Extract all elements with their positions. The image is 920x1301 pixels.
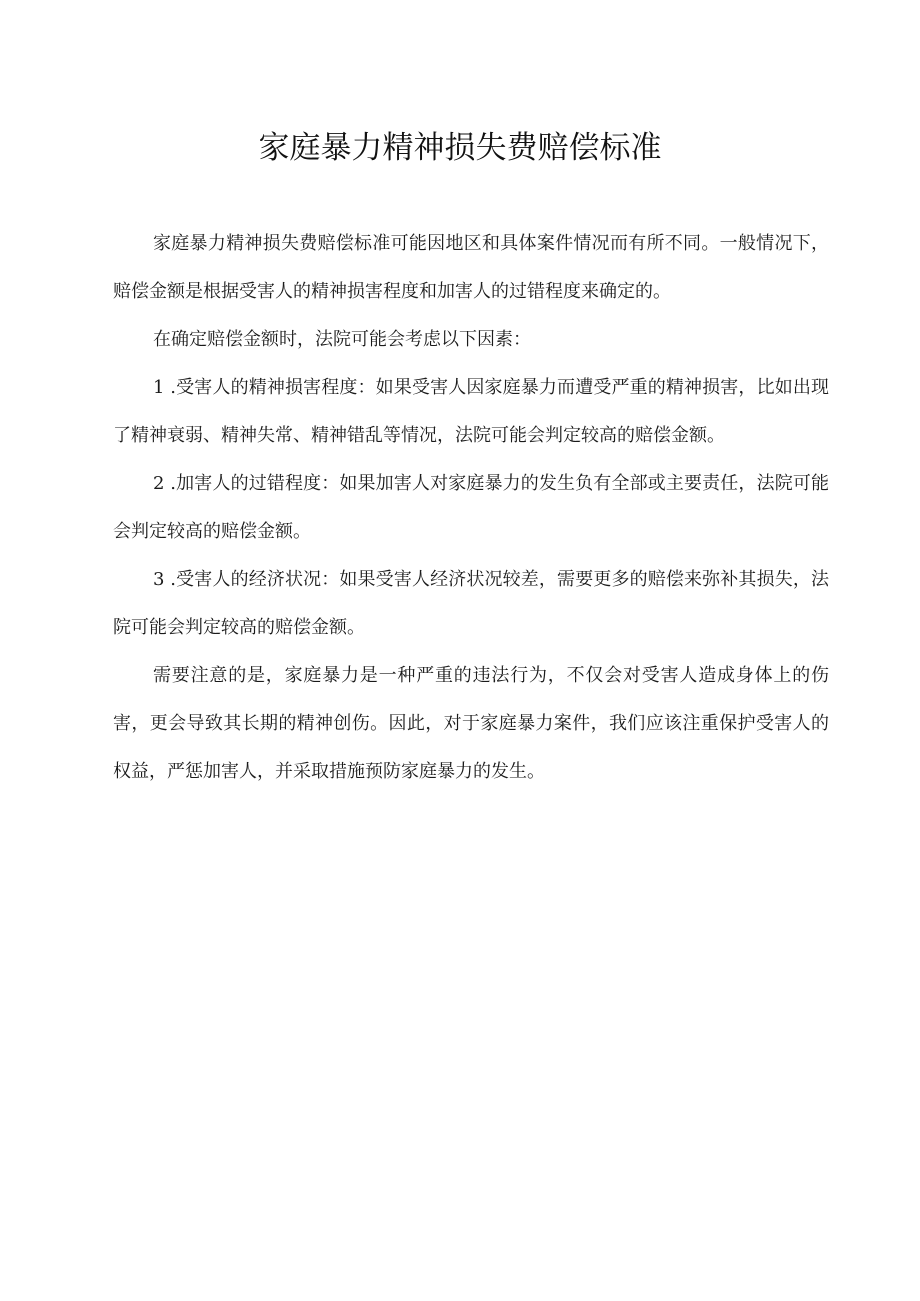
paragraph-factor-3: 3 .受害人的经济状况：如果受害人经济状况较差，需要更多的赔偿来弥补其损失，法院可能会判定较高的赔偿金额。	[113, 569, 829, 638]
document-body	[113, 220, 829, 796]
paragraph-factor-2: 2 .加害人的过错程度：如果加害人对家庭暴力的发生负有全部或主要责任，法院可能会判定较高的赔偿金额。	[113, 473, 829, 542]
paragraph-note: 需要注意的是，家庭暴力是一种严重的违法行为，不仅会对受害人造成身体上的伤害，更会导致其长期的精神创伤。因此，对于家庭暴力案件，我们应该注重保护受害人的权益，严惩加害人，并采取措施预防家庭暴力的发生。	[113, 665, 829, 782]
paragraph-factor-1: 1 .受害人的精神损害程度：如果受害人因家庭暴力而遭受严重的精神损害，比如出现了精神衰弱、精神失常、精神错乱等情况，法院可能会判定较高的赔偿金额。	[113, 377, 829, 446]
paragraph-intro: 家庭暴力精神损失费赔偿标准可能因地区和具体案件情况而有所不同。一般情况下，赔偿金额是根据受害人的精神损害程度和加害人的过错程度来确定的。	[113, 233, 829, 302]
paragraph-factors-lead: 在确定赔偿金额时，法院可能会考虑以下因素：	[153, 329, 531, 350]
document-title: 家庭暴力精神损失费赔偿标准	[258, 130, 662, 166]
